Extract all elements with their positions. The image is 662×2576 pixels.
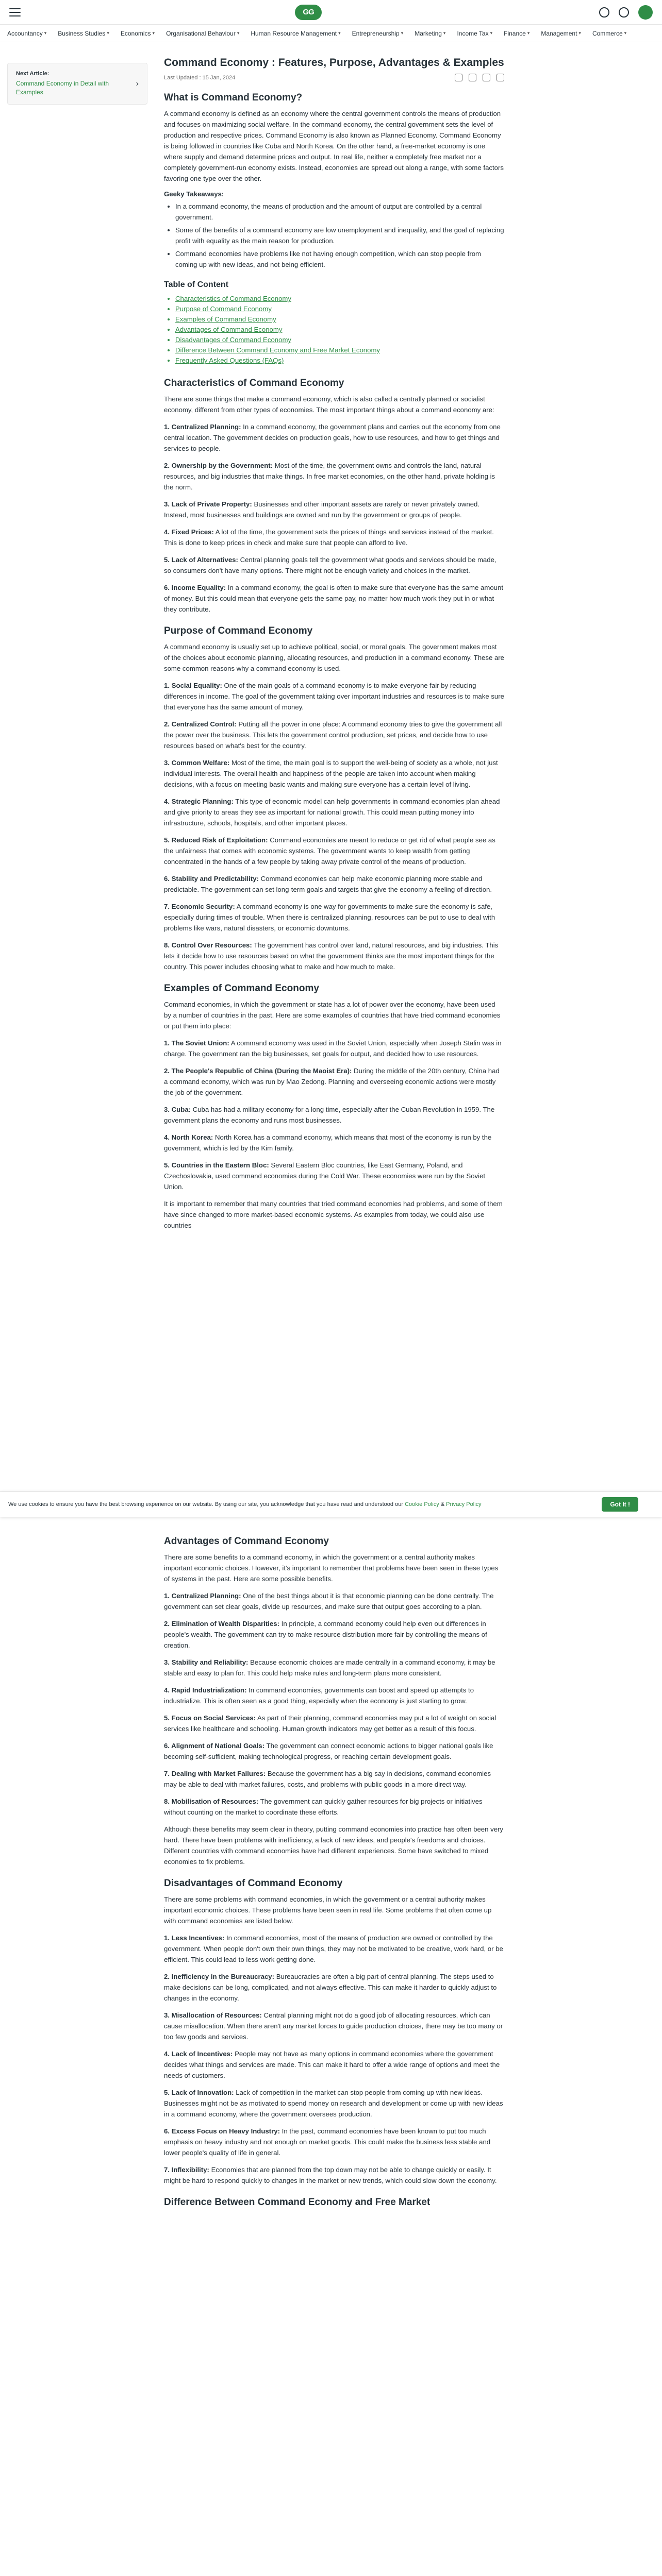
item-label: 1. Less Incentives:	[164, 1934, 225, 1942]
list-item	[164, 527, 504, 548]
item-label: 4. Lack of Incentives:	[164, 2050, 233, 2058]
category-label: Accountancy	[7, 29, 43, 37]
item-label: 7. Economic Security:	[164, 903, 235, 910]
list-item	[164, 940, 504, 972]
paragraph: There are some benefits to a command economy, in which the government or a central authority makes important economic choices. However, it's important to remember that problems have been seen in these types of systems in the past. Here are some possible benefits.	[164, 1553, 499, 1583]
toc-link[interactable]: • Frequently Asked Questions (FAQs)	[175, 355, 504, 366]
takeaways-label: Geeky Takeaways:	[164, 190, 224, 198]
section-heading: Characteristics of Command Economy	[164, 378, 344, 388]
cookie-banner	[0, 1492, 662, 1517]
category-item[interactable]	[415, 30, 445, 37]
characteristics-list	[164, 421, 504, 615]
item-text: Cuba has had a military economy for a long time, especially after the Cuban Revolution in 1959. The government plans the economy and runs most businesses.	[164, 1106, 495, 1124]
item-label: 5. Lack of Innovation:	[164, 2089, 234, 2096]
list-item	[164, 1768, 504, 1790]
site-header	[0, 0, 662, 25]
item-text: Economies that are planned from the top down may not be able to change quickly or easily. It might be hard to respond quickly to changes in the market or new trends, which could slow down the economy.	[164, 2166, 497, 2184]
item-text: Most of the time, the main goal is to support the well-being of society as a whole, not just individual interests. The overall health and happiness of the people are taken into account when making decisions, with a focus on meeting basic wants and making sure everyone has a certain level of living.	[164, 759, 498, 788]
paragraph: A command economy is usually set up to achieve political, social, or moral goals. The government makes most of the choices about economic planning, allocating resources, and production in a command economy. These are some common reasons why a command economy is used.	[164, 643, 505, 672]
item-text: This type of economic model can help governments in command economies plan ahead and give priority to areas they see as important for national growth. This could mean putting money into infrastructure, schools, hospitals, and other important places.	[164, 798, 500, 827]
item-text: In command economies, most of the means of production are owned or controlled by the government. When people don't own their own things, they may not be motivated to be creative, work hard, or be efficient. This could lead to less work getting done.	[164, 1934, 503, 1963]
category-label: Marketing	[415, 29, 442, 37]
category-item[interactable]	[166, 30, 239, 37]
category-item[interactable]	[352, 30, 404, 37]
item-label: 7. Dealing with Market Failures:	[164, 1770, 266, 1777]
list-item	[164, 1657, 504, 1679]
list-item	[164, 2164, 504, 2186]
toc-list	[175, 294, 504, 366]
list-item	[164, 1038, 504, 1059]
item-label: 1. Centralized Planning:	[164, 1592, 241, 1600]
chevron-down-icon: ▾	[107, 30, 109, 36]
header-actions	[599, 5, 653, 20]
list-item	[164, 796, 504, 828]
item-label: 2. Inefficiency in the Bureaucracy:	[164, 1973, 275, 1980]
takeaways-list	[175, 201, 504, 270]
page-title: Command Economy : Features, Purpose, Advantages & Examples	[164, 57, 504, 69]
theme-toggle-icon[interactable]	[619, 7, 629, 18]
list-item: • Command economies have problems like not having enough competition, which can stop people from coming up with new ideas, and not being efficient.	[175, 248, 504, 270]
chevron-down-icon: ▾	[152, 30, 155, 36]
item-label: 5. Countries in the Eastern Bloc:	[164, 1161, 269, 1169]
chevron-right-icon[interactable]: ›	[136, 79, 139, 88]
item-text: North Korea has a command economy, which means that most of the economy is run by the government, which is led by the Kim family.	[164, 1133, 492, 1152]
category-label: Economics	[120, 29, 151, 37]
item-text: In a command economy, the goal is often to make sure that everyone has the same amount of money. But this could mean that everyone gets the same pay, no matter how much work they put in or what they contribute.	[164, 584, 504, 613]
list-item	[164, 1160, 504, 1192]
list-item: • Some of the benefits of a command economy are low unemployment and inequality, and the goal of replacing profit with equality as the main reason for production.	[175, 225, 504, 246]
item-text: Command economies are meant to reduce or get rid of what people see as the unfairness that comes with economic systems. The government wants to keep wealth from getting concentrated in the hands of a few people by taking away private control of the means of production.	[164, 836, 495, 866]
list-item	[164, 757, 504, 790]
item-label: 3. Lack of Private Property:	[164, 500, 252, 508]
category-label: Income Tax	[457, 29, 489, 37]
item-label: 4. Rapid Industrialization:	[164, 1686, 247, 1694]
category-label: Organisational Behaviour	[166, 29, 236, 37]
list-item	[164, 1796, 504, 1818]
item-label: 2. Ownership by the Government:	[164, 462, 273, 469]
item-text: Most of the time, the government owns and controls the land, natural resources, and big industries that make things. In free market economies, on the other hand, private holding is the norm.	[164, 462, 495, 491]
chevron-down-icon: ▾	[490, 30, 493, 36]
list-item	[164, 1104, 504, 1126]
item-label: 3. Misallocation of Resources:	[164, 2011, 262, 2019]
category-label: Entrepreneurship	[352, 29, 400, 37]
section-heading: Examples of Command Economy	[164, 983, 319, 994]
list-item	[164, 2126, 504, 2158]
list-item	[164, 2010, 504, 2042]
chevron-down-icon: ▾	[401, 30, 404, 36]
category-item[interactable]	[541, 30, 581, 37]
item-label: 6. Excess Focus on Heavy Industry:	[164, 2127, 280, 2135]
item-label: 6. Alignment of National Goals:	[164, 1742, 265, 1750]
list-item	[164, 421, 504, 454]
category-label: Finance	[504, 29, 526, 37]
item-text: Lack of competition in the market can stop people from coming up with new ideas. Businesses might not be as motivated to spend money on research and development or come up with new ideas in a command economy, where the government oversees production.	[164, 2089, 503, 2118]
item-text: A command economy is one way for governments to make sure the economy is safe, especially during times of trouble. When there is centralized planning, resources can be put to use to deal with problems like wars, natural disasters, or economic downturns.	[164, 903, 495, 932]
item-text: In command economies, governments can boost and speed up attempts to industrialize. This is often seen as a good thing, especially when the economy is just starting to grow.	[164, 1686, 474, 1705]
item-label: 5. Lack of Alternatives:	[164, 556, 238, 564]
category-item[interactable]	[58, 30, 109, 37]
item-text: Several Eastern Bloc countries, like East Germany, Poland, and Czechoslovakia, used command economies during the Cold War. These economies were run by the Soviet Union.	[164, 1161, 486, 1191]
item-text: Putting all the power in one place: A command economy tries to give the government all the power over the business. This lets the government control production, set prices, and decide how to use resources based on what's best for the country.	[164, 720, 502, 750]
table-of-content	[164, 280, 504, 366]
cookie-text	[8, 1501, 482, 1507]
item-text: One of the main goals of a command economy is to make everyone fair by reducing differences in income. The goal of the government taking over important industries and resources is to make sure that everyone has the same amount of money.	[164, 682, 504, 711]
item-label: 1. Social Equality:	[164, 682, 222, 689]
toc-title: Table of Content	[164, 280, 229, 289]
examples-list	[164, 1038, 504, 1192]
next-article-card[interactable]	[7, 63, 147, 105]
article-actions	[455, 74, 504, 81]
list-item	[164, 1740, 504, 1762]
list-item	[164, 1713, 504, 1734]
item-text: During the middle of the 20th century, China had a command economy, which was run by Mao Zedong. Planning and overseeing economic actions were mostly the job of the government.	[164, 1067, 500, 1096]
article-meta	[164, 74, 504, 81]
search-icon[interactable]	[599, 7, 609, 18]
site-logo[interactable]: GG	[295, 5, 322, 20]
list-item	[164, 1618, 504, 1651]
category-item[interactable]	[121, 30, 155, 37]
like-icon[interactable]	[455, 74, 462, 81]
section-heading: What is Command Economy?	[164, 92, 303, 103]
got-it-button[interactable]: Got It !	[602, 1497, 638, 1512]
list-item	[164, 680, 504, 713]
paragraph: Although these benefits may seem clear in theory, putting command economies into practice has often been very hard. There have been problems with inefficiency, a lack of new ideas, and people's freedoms and choices. Different countries with command economies have had different experiences. Some have switched to mixed economies to fix problems.	[164, 1825, 504, 1866]
share-icon[interactable]	[483, 74, 490, 81]
item-label: 3. Cuba:	[164, 1106, 191, 1113]
category-item[interactable]	[251, 30, 340, 37]
list-item	[164, 835, 504, 867]
paragraph: Command economies, in which the government or state has a lot of power over the economy, have been used by a number of countries in the past. Here are some examples of countries that have tried command economies or put them into place:	[164, 1001, 501, 1030]
bookmark-icon[interactable]	[469, 74, 476, 81]
list-item	[164, 1590, 504, 1612]
list-item	[164, 1685, 504, 1706]
item-text: The government has control over land, natural resources, and big industries. This lets it decide how to use resources based on what the government thinks are the most important things for the country. This power includes choosing what to make and how much to make.	[164, 941, 499, 971]
item-text: The government can connect economic actions to bigger national goals like becoming self-sufficient, making technological progress, or reaching certain development goals.	[164, 1742, 493, 1760]
paragraph: There are some problems with command economies, in which the government or a central authority makes important economic choices. These problems have been seen in real life. Some problems that often come up with command economies are listed below.	[164, 1895, 492, 1925]
paragraph: There are some things that make a command economy, which is also called a centrally planned or socialist economy, different from other types of economies. The most important things about a command economy are:	[164, 395, 494, 414]
chevron-down-icon: ▾	[578, 30, 581, 36]
next-article-link[interactable]: Command Economy in Detail with Examples	[16, 80, 109, 96]
list-item	[164, 1971, 504, 2004]
more-icon[interactable]	[496, 74, 504, 81]
cookie-policy-link[interactable]: Cookie Policy	[405, 1501, 439, 1507]
item-label: 6. Stability and Predictability:	[164, 875, 259, 883]
item-text: A command economy was used in the Soviet Union, especially when Joseph Stalin was in charge. The government ran the big businesses, set goals for output, and decided how to use resources.	[164, 1039, 502, 1058]
section-heading: Advantages of Command Economy	[164, 1536, 329, 1547]
category-item[interactable]	[592, 30, 626, 37]
list-item	[164, 499, 504, 520]
item-text: In the past, command economies have been known to put too much emphasis on heavy industry and not enough on market goods. This could make the business less stable and lower people's quality of life in general.	[164, 2127, 491, 2157]
item-text: The government can quickly gather resources for big projects or initiatives without counting on the market to coordinate these efforts.	[164, 1798, 483, 1816]
cookie-amp: &	[440, 1501, 445, 1507]
advantages-list	[164, 1590, 504, 1818]
paragraph: A command economy is defined as an economy where the central government controls the means of production and focuses on maximizing social welfare. In the command economy, the central government sets the level of production and respective prices. Command Economy is also known as Planned Economy. Command Economy is being followed in countries like Cuba and North Korea. On the other hand, a free-market economy is one where supply and demand determine prices and output. In real life, neither a completely free market nor a completely government-run economy exists. Instead, economies are spread out along a range, with some factors favoring one type over the other.	[164, 110, 504, 182]
item-label: 4. Strategic Planning:	[164, 798, 234, 805]
list-item	[164, 2048, 504, 2081]
item-label: 8. Mobilisation of Resources:	[164, 1798, 259, 1805]
item-label: 5. Reduced Risk of Exploitation:	[164, 836, 268, 844]
paragraph: It is important to remember that many countries that tried command economies had problems, and some of them have since changed to more market-based economic systems. As examples from today, we could also use countries	[164, 1200, 503, 1229]
list-item	[164, 1132, 504, 1154]
list-item	[164, 719, 504, 751]
chevron-down-icon: ▾	[443, 30, 446, 36]
avatar[interactable]	[638, 5, 653, 20]
item-text: Because the government has a big say in decisions, command economies may be able to deal with market failures, costs, and problems with public goods in a more direct way.	[164, 1770, 491, 1788]
toc-link[interactable]: • Advantages of Command Economy	[175, 325, 504, 335]
item-label: 5. Focus on Social Services:	[164, 1714, 256, 1722]
menu-icon[interactable]	[9, 8, 21, 16]
purpose-list	[164, 680, 504, 972]
item-label: 4. Fixed Prices:	[164, 528, 214, 536]
toc-link[interactable]: • Examples of Command Economy	[175, 314, 504, 325]
item-text: One of the best things about it is that economic planning can be done centrally. The government can set clear goals, divide up resources, and make sure that output goes according to a plan.	[164, 1592, 494, 1611]
item-label: 1. Centralized Planning:	[164, 423, 241, 431]
article	[164, 56, 504, 1237]
category-item[interactable]	[457, 30, 492, 37]
category-label: Human Resource Management	[251, 29, 337, 37]
item-label: 3. Common Welfare:	[164, 759, 230, 767]
article-continued	[164, 1525, 504, 2213]
category-label: Commerce	[592, 29, 623, 37]
disadvantages-list	[164, 1933, 504, 2186]
list-item	[164, 901, 504, 934]
item-label: 1. The Soviet Union:	[164, 1039, 229, 1047]
item-label: 2. Elimination of Wealth Disparities:	[164, 1620, 279, 1628]
toc-link[interactable]: • Disadvantages of Command Economy	[175, 335, 504, 345]
cookie-message: We use cookies to ensure you have the best browsing experience on our website. By using our site, you acknowledge that you have read and understood our	[8, 1501, 403, 1507]
item-text: Central planning might not do a good job of allocating resources, which can cause misallocation. When there aren't any market forces to guide production choices, there may be too many or too few goods and services.	[164, 2011, 503, 2041]
item-text: In a command economy, the government plans and carries out the economy from one central location. The government decides on production goals, how to use resources, and how to get things and services to people.	[164, 423, 501, 452]
category-item[interactable]	[7, 30, 46, 37]
list-item	[164, 460, 504, 493]
chevron-down-icon: ▾	[44, 30, 47, 36]
item-text: Bureaucracies are often a big part of central planning. The steps used to make decisions can be long, complicated, and not always effective. This can make it harder to quickly adjust to changes in the economy.	[164, 1973, 497, 2002]
chevron-down-icon: ▾	[237, 30, 240, 36]
last-updated: Last Updated : 15 Jan, 2024	[164, 74, 236, 81]
item-text: People may not have as many options in command economies where the government decides what things and services are made. This can make it hard to offer a wide range of options and meet the needs of customers.	[164, 2050, 500, 2079]
list-item	[164, 873, 504, 895]
item-text: In principle, a command economy could help even out differences in people's wealth. The government can try to make resource distribution more fair by controlling the means of creation.	[164, 1620, 487, 1649]
section-heading: Difference Between Command Economy and Free Market	[164, 2197, 431, 2208]
chevron-down-icon: ▾	[338, 30, 341, 36]
item-label: 3. Stability and Reliability:	[164, 1658, 249, 1666]
chevron-down-icon: ▾	[624, 30, 627, 36]
category-item[interactable]	[504, 30, 529, 37]
category-label: Business Studies	[58, 29, 106, 37]
list-item	[164, 582, 504, 615]
category-label: Management	[541, 29, 577, 37]
toc-link[interactable]: • Difference Between Command Economy and Free Market Economy	[175, 345, 504, 355]
item-text: Because economic choices are made centrally in a command economy, it may be stable and easy to plan for. This could help make rules and long-term plans more consistent.	[164, 1658, 495, 1677]
item-label: 7. Inflexibility:	[164, 2166, 209, 2174]
list-item	[164, 554, 504, 576]
item-label: 8. Control Over Resources:	[164, 941, 252, 949]
toc-link[interactable]: • Purpose of Command Economy	[175, 304, 504, 314]
item-label: 6. Income Equality:	[164, 584, 226, 591]
item-text: Central planning goals tell the government what goods and services should be made, so consumers don't have many options. There might not be enough variety and choices in the market.	[164, 556, 496, 574]
item-text: As part of their planning, command economies may put a lot of weight on social services like healthcare and schooling. Human growth indicators may get better as a result of this focus.	[164, 1714, 496, 1733]
chevron-down-icon: ▾	[527, 30, 530, 36]
section-heading: Disadvantages of Command Economy	[164, 1878, 343, 1889]
item-text: Command economies can help make economic planning more stable and predictable. The government can set long-term goals and targets that give the economy a feeling of direction.	[164, 875, 492, 893]
category-nav	[0, 25, 662, 42]
item-label: 2. The People's Republic of China (During the Maoist Era):	[164, 1067, 352, 1075]
list-item	[164, 1065, 504, 1098]
item-label: 4. North Korea:	[164, 1133, 213, 1141]
item-text: A lot of the time, the government sets the prices of things and services instead of the market. This is done to keep prices in check and make sure that people can afford to live.	[164, 528, 494, 547]
privacy-policy-link[interactable]: Privacy Policy	[446, 1501, 482, 1507]
list-item: • In a command economy, the means of production and the amount of output are controlled by a central government.	[175, 201, 504, 223]
next-article-label: Next Article:	[16, 71, 49, 77]
list-item	[164, 1933, 504, 1965]
section-heading: Purpose of Command Economy	[164, 625, 313, 636]
item-label: 2. Centralized Control:	[164, 720, 237, 728]
toc-link[interactable]: • Characteristics of Command Economy	[175, 294, 504, 304]
item-text: Businesses and other important assets are rarely or never privately owned. Instead, most businesses and buildings are owned and run by the government or groups of people.	[164, 500, 480, 519]
list-item	[164, 2087, 504, 2120]
